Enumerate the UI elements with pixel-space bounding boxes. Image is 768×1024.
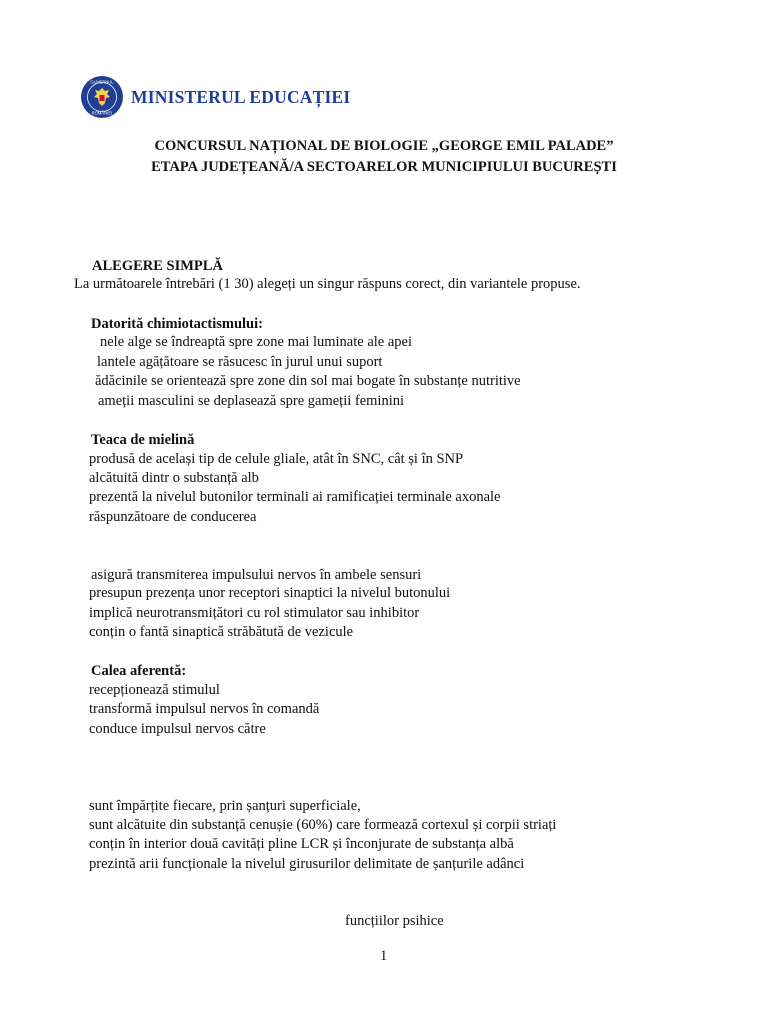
q2-stem: Teaca de mielină (91, 432, 195, 448)
q5-option-a: sunt împărțite fiecare, prin șanțuri superficiale, (89, 798, 361, 814)
q3-option-d: conțin o fantă sinaptică străbătută de vezicule (89, 624, 354, 640)
q1-option-c: ădăcinile se orientează spre zone din sol mai bogate în substanțe nutritive (95, 373, 521, 389)
q2-option-b: alcătuită dintr o substanță alb (89, 470, 259, 486)
q3-option-c: implică neurotransmițători cu rol stimulator sau inhibitor (89, 605, 420, 621)
q1-option-a: nele alge se îndreaptă spre zone mai luminate ale apei (100, 334, 413, 350)
q5-option-d: prezintă arii funcționale la nivelul girusurilor delimitate de șanțurile adânci (89, 856, 525, 872)
q2-option-c: prezentă la nivelul butonilor terminali ai ramificației terminale axonale (89, 489, 501, 505)
q4-option-b: transformă impulsul nervos în comandă (89, 701, 320, 717)
q1-stem: Datorită chimiotactismului: (91, 316, 263, 332)
text-fragment: funcțiilor psihice (345, 913, 444, 929)
q3-option-b: presupun prezența unor receptori sinaptici la nivelul butonului (89, 585, 451, 601)
q1-option-b: lantele agățătoare se răsucesc în jurul unui suport (97, 354, 383, 370)
q2-option-d: răspunzătoare de conducerea (89, 509, 257, 525)
section-heading: ALEGERE SIMPLĂ (92, 258, 223, 274)
q2-option-a: produsă de același tip de celule gliale, atât în SNC, cât și în SNP (89, 451, 464, 467)
q3-option-a: asigură transmiterea impulsului nervos în ambele sensuri (91, 567, 422, 583)
contest-title: CONCURSUL NAȚIONAL DE BIOLOGIE „GEORGE EMIL PALADE” (154, 138, 614, 154)
ministry-name: MINISTERUL EDUCAȚIEI (131, 86, 351, 107)
q5-option-c: conțin în interior două cavități pline LCR și înconjurate de substanța albă (89, 836, 514, 852)
q1-option-d: ameții masculini se deplasează spre gameții feminini (98, 393, 405, 409)
page-number: 1 (380, 948, 388, 964)
romanian-government-emblem-icon (80, 75, 124, 119)
ministry-logo (80, 74, 350, 120)
emblem-top-text: GUVERNUL (90, 79, 114, 85)
contest-stage: ETAPA JUDEȚEANĂ/A SECTOARELOR MUNICIPIULUI BUCUREȘTI (151, 159, 617, 175)
q4-option-c: conduce impulsul nervos către (89, 721, 266, 737)
q4-option-a: recepționează stimulul (89, 682, 220, 698)
q5-option-b: sunt alcătuite din substanță cenușie (60%) care formează cortexul și corpii striați (89, 817, 557, 833)
q4-stem: Calea aferentă: (91, 663, 187, 679)
emblem-bottom-text: ROMÂNIEI (91, 110, 113, 116)
section-instruction: La următoarele întrebări (1 30) alegeți un singur răspuns corect, din variantele propuse. (74, 276, 581, 292)
